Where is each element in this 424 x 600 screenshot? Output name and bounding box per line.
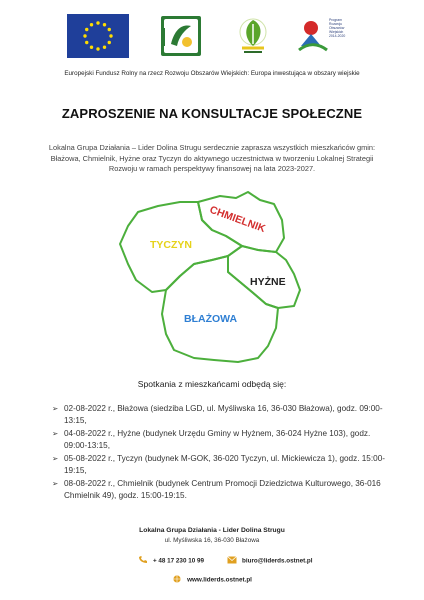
eu-star-icon — [108, 41, 111, 44]
prow-program-logo — [297, 16, 361, 56]
eu-star-icon — [83, 34, 86, 37]
phone-icon — [138, 556, 148, 564]
website-contact — [0, 576, 424, 584]
meetings-heading: Spotkania z mieszkańcami odbędą się: — [137, 379, 287, 389]
map-label-blazowa: BŁAŻOWA — [184, 313, 238, 325]
list-item — [52, 478, 392, 502]
meeting-text: 02-08-2022 r., Błażowa (siedziba LGD, ul. Myśliwska 16, 36-030 Błażowa), godz. 09:00-13:15, — [64, 404, 383, 425]
arrow-bullet-icon: ➢ — [52, 453, 59, 463]
eu-star-icon — [96, 21, 99, 24]
meeting-text: 04-08-2022 r., Hyżne (budynek Urzędu Gminy w Hyżnem, 36-024 Hyżne 103), godz. 09:00-13:15, — [64, 428, 371, 450]
fund-statement: Europejski Fundusz Rolny na rzecz Rozwoju Obszarów Wiejskich: Europa inwestująca w obszary wiejskie — [64, 70, 360, 77]
list-item — [52, 403, 392, 427]
email-contact — [227, 557, 313, 565]
municipalities-map — [108, 190, 312, 370]
eu-star-icon — [90, 46, 93, 49]
map-label-tyczyn: TYCZYN — [150, 239, 192, 251]
list-item — [52, 428, 392, 452]
organization-name: Lokalna Grupa Działania - Lider Dolina Strugu — [139, 527, 285, 534]
prow-logo-text: Program Rozwoju Obszarów Wiejskich 2014-2020 — [329, 18, 346, 38]
prow-leaf-logo — [234, 14, 272, 58]
map-label-chmielnik: CHMIELNIK — [207, 203, 267, 236]
eu-star-icon — [90, 23, 93, 26]
eu-star-icon — [85, 28, 88, 31]
arrow-bullet-icon: ➢ — [52, 478, 59, 488]
map-label-hyzne: HYŻNE — [250, 276, 286, 288]
meetings-list — [52, 403, 392, 503]
email-address[interactable]: biuro@liderds.ostnet.pl — [242, 557, 313, 565]
globe-icon — [172, 575, 182, 583]
meeting-text: 05-08-2022 r., Tyczyn (budynek M-GOK, 36-020 Tyczyn, ul. Mickiewicza 1), godz. 15:00-19:15, — [64, 453, 385, 475]
eu-star-icon — [103, 46, 106, 49]
eu-star-icon — [108, 28, 111, 31]
arrow-bullet-icon: ➢ — [52, 428, 59, 438]
leader-logo — [159, 14, 203, 58]
intro-paragraph: Lokalna Grupa Działania – Lider Dolina Strugu serdecznie zaprasza wszystkich mieszkańców gmin: Błażowa, Chmielnik, Hyżne oraz Tyczyn do aktywnego uczestnictwa w tworzeniu Lokalnej Strategii Rozwoju w ramach perspektywy finansowej na lata 2023-2027. — [48, 143, 376, 174]
eu-star-icon — [96, 47, 99, 50]
list-item — [52, 453, 392, 477]
envelope-icon — [227, 556, 237, 564]
blazowa-region — [162, 256, 278, 362]
meeting-text: 08-08-2022 r., Chmielnik (budynek Centrum Promocji Dziedzictwa Kulturowego, 36-016 Chmielnik 49), godz. 15:00-19:15. — [64, 478, 381, 500]
phone-number[interactable]: + 48 17 230 10 99 — [153, 557, 204, 565]
page-title: ZAPROSZENIE NA KONSULTACJE SPOŁECZNE — [61, 106, 363, 121]
organization-address: ul. Myśliwska 16, 36-030 Błażowa — [164, 537, 260, 544]
eu-star-icon — [85, 41, 88, 44]
arrow-bullet-icon: ➢ — [52, 404, 59, 413]
logo-bar — [0, 14, 424, 62]
phone-contact — [138, 557, 204, 565]
eu-star-icon — [103, 23, 106, 26]
eu-flag-logo — [67, 14, 129, 58]
website-link[interactable]: www.liderds.ostnet.pl — [187, 576, 252, 584]
eu-star-icon — [109, 34, 112, 37]
